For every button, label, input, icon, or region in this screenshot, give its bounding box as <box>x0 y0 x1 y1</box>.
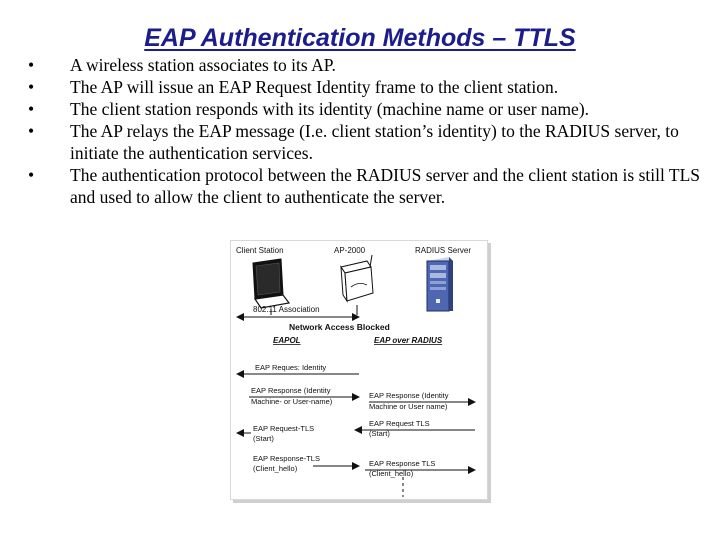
radius-response-tls-label-1: EAP Response TLS <box>369 459 436 468</box>
response-identity-label-1: EAP Response (Identity <box>251 386 331 395</box>
bullet-text: The AP will issue an EAP Request Identity frame to the client station. <box>70 77 559 97</box>
association-label: 802.11 Association <box>253 305 320 314</box>
sequence-diagram-svg <box>231 241 487 499</box>
bullet-item <box>22 120 712 164</box>
access-point-icon <box>341 255 373 301</box>
request-identity-label: EAP Reques: Identity <box>255 363 327 372</box>
bullet-text: The authentication protocol between the RADIUS server and the client station is still TLS and used to allow the client to authenticate the server. <box>70 165 701 207</box>
bullet-list <box>22 54 712 208</box>
bullet-text: The AP relays the EAP message (I.e. client station’s identity) to the RADIUS server, to initiate the authentication services. <box>70 121 679 163</box>
request-tls-label-1: EAP Request-TLS <box>253 424 315 433</box>
request-tls-label-2: (Start) <box>253 434 274 443</box>
ap-header: AP-2000 <box>334 246 366 255</box>
network-access-blocked-label: Network Access Blocked <box>289 322 390 332</box>
eapol-label: EAPOL <box>273 336 301 345</box>
response-tls-label-2: (Client_hello) <box>253 464 298 473</box>
radius-response-identity-label-1: EAP Response (Identity <box>369 391 449 400</box>
radius-request-tls-label-2: (Start) <box>369 429 390 438</box>
radius-request-tls-label-1: EAP Request TLS <box>369 419 430 428</box>
bullet-marker: • <box>28 99 35 119</box>
slide-title: EAP Authentication Methods – TTLS <box>144 24 576 52</box>
radius-response-tls-label-2: (Client_hello) <box>369 469 414 478</box>
bullet-text: A wireless station associates to its AP. <box>70 55 336 75</box>
radius-server-header: RADIUS Server <box>415 246 472 255</box>
radius-response-identity-label-2: Machine or User name) <box>369 402 448 411</box>
bullet-item <box>22 98 712 120</box>
bullet-marker: • <box>28 121 35 141</box>
eap-over-radius-label: EAP over RADIUS <box>374 336 443 345</box>
eap-ttls-sequence-diagram <box>230 240 488 500</box>
response-identity-label-2: Machine- or User-name) <box>251 397 333 406</box>
bullet-marker: • <box>28 77 35 97</box>
bullet-item <box>22 54 712 76</box>
bullet-text: The client station responds with its identity (machine name or user name). <box>70 99 590 119</box>
bullet-item <box>22 164 712 208</box>
response-tls-label-1: EAP Response-TLS <box>253 454 320 463</box>
radius-server-icon <box>427 257 453 311</box>
bullet-marker: • <box>28 55 35 75</box>
laptop-icon <box>253 259 289 308</box>
client-station-header: Client Station <box>236 246 284 255</box>
bullet-marker: • <box>28 165 35 185</box>
bullet-item <box>22 76 712 98</box>
